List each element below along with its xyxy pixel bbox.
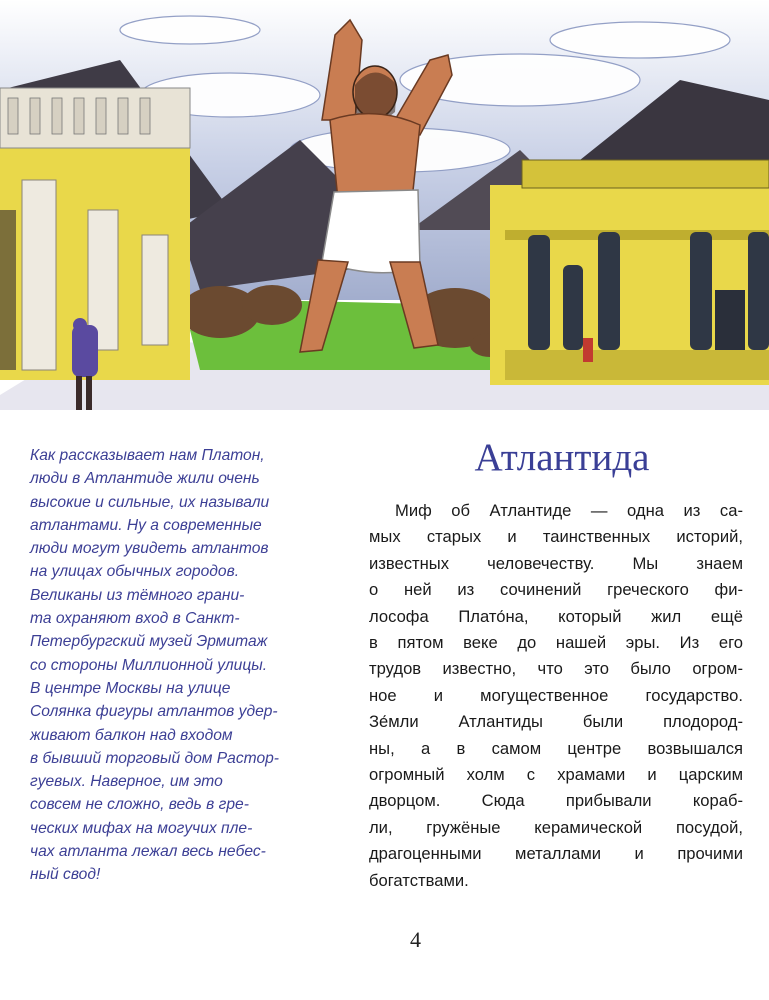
sidebar-line: живают балкон над входом bbox=[30, 726, 233, 744]
article-line: в пятом веке до нашей эры. Из его bbox=[369, 633, 743, 653]
article-line: известных человечеству. Мы знаем bbox=[369, 553, 743, 573]
article-line: мых старых и таинственных историй, bbox=[369, 527, 743, 547]
article-line: о ней из сочинений греческого фи- bbox=[369, 580, 743, 600]
article-line: лософа Плато́на, который жил ещё bbox=[369, 606, 743, 626]
atlas-illustration bbox=[0, 0, 769, 410]
sidebar-line: на улицах обычных городов. bbox=[30, 563, 240, 581]
sidebar-line: В центре Москвы на улице bbox=[30, 679, 231, 697]
article-line: огромный холм с храмами и царским bbox=[369, 765, 743, 785]
article-body bbox=[369, 498, 743, 894]
sidebar-line: в бывший торговый дом Растор- bbox=[30, 749, 279, 767]
sidebar-line: Солянка фигуры атлантов удер- bbox=[30, 703, 278, 721]
atlas-illustration-icon bbox=[0, 0, 769, 410]
sidebar-line: Великаны из тёмного грани- bbox=[30, 586, 245, 604]
sidebar-line: люди могут увидеть атлантов bbox=[30, 540, 269, 558]
sidebar-line: Как рассказывает нам Платон, bbox=[30, 447, 265, 464]
sidebar-note bbox=[30, 444, 352, 887]
article-line: Зе́мли Атлантиды были плодород- bbox=[369, 712, 743, 732]
article-line: Миф об Атлантиде — одна из са- bbox=[395, 501, 743, 520]
article-line: ны, а в самом центре возвышался bbox=[369, 738, 743, 758]
article-line: трудов известно, что это было огром- bbox=[369, 659, 743, 679]
page-number: 4 bbox=[410, 927, 421, 952]
sidebar-line: высокие и сильные, их называли bbox=[30, 493, 270, 511]
article-line: дворцом. Сюда прибывали кораб- bbox=[369, 791, 743, 811]
sidebar-line: атлантами. Ну а современные bbox=[30, 516, 262, 534]
article-title: Атлантида bbox=[474, 436, 650, 479]
sidebar-line: гуевых. Наверное, им это bbox=[30, 773, 223, 791]
article-line: ли, гружёные керамической посудой, bbox=[369, 817, 743, 837]
article-line: драгоценными металлами и прочими bbox=[369, 844, 743, 864]
sidebar-line: совсем не сложно, ведь в гре- bbox=[30, 796, 249, 814]
sidebar-line: чах атланта лежал весь небес- bbox=[30, 843, 266, 861]
sidebar-line: люди в Атлантиде жили очень bbox=[30, 470, 260, 488]
sidebar-line: та охраняют вход в Санкт- bbox=[30, 610, 240, 628]
sidebar-line: ный свод! bbox=[30, 866, 101, 884]
sidebar-line: со стороны Миллионной улицы. bbox=[30, 656, 268, 674]
sidebar-line: Петербургский музей Эрмитаж bbox=[30, 633, 268, 651]
article-line: богатствами. bbox=[369, 870, 469, 890]
article-line: ное и могущественное государство. bbox=[369, 685, 743, 705]
sidebar-line: ческих мифах на могучих пле- bbox=[30, 819, 253, 837]
